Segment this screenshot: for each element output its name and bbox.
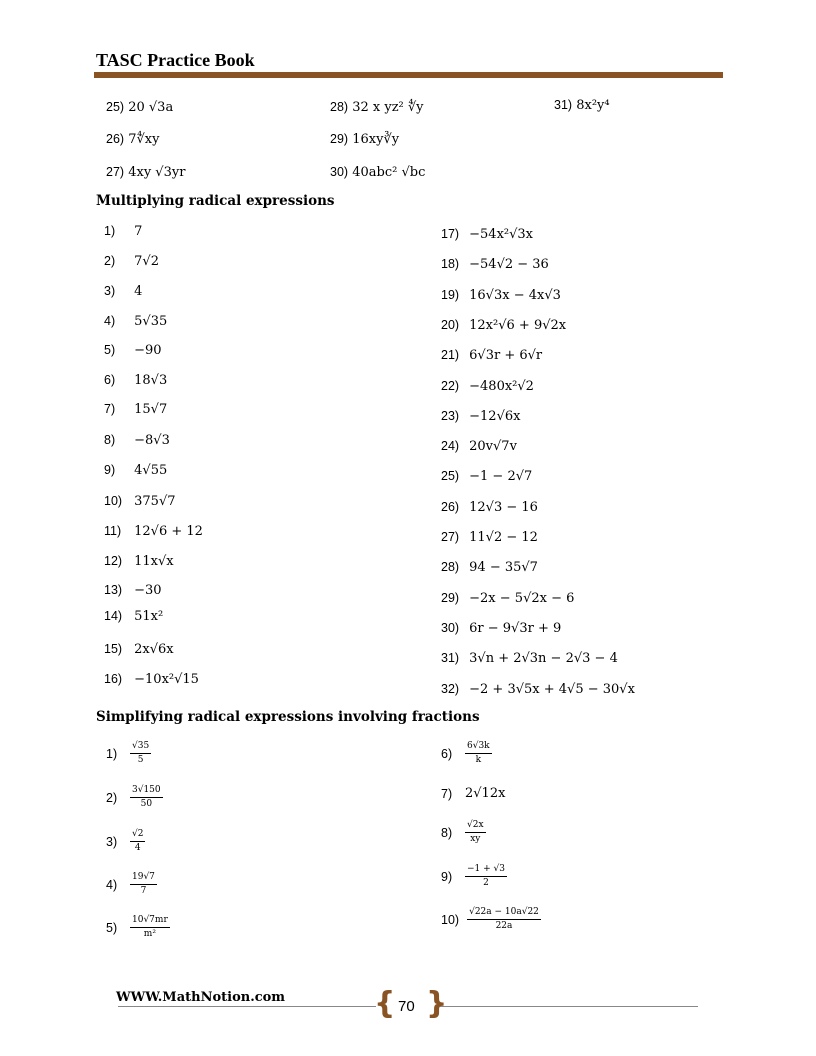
footer-website: WWW.MathNotion.com [116, 990, 286, 1005]
answer-number: 25) [441, 469, 460, 483]
answer-number: 14) [104, 609, 123, 623]
multiplying-answer-item [104, 252, 159, 271]
multiplying-answer-item [104, 222, 142, 241]
answer-number: 17) [441, 227, 460, 241]
answer-expression: 6r − 9√3r + 9 [469, 621, 562, 636]
answer-expression: 2x√6x [134, 642, 174, 657]
fraction-answer-item [106, 785, 163, 810]
answer-expression: −2x − 5√2x − 6 [469, 591, 575, 606]
fraction-denominator: 5 [137, 755, 144, 765]
answer-number: 29) [441, 591, 460, 605]
fraction-numerator: −1 + √3 [465, 864, 507, 877]
fraction-answer-item [441, 785, 505, 803]
fraction-answer-item [106, 829, 145, 854]
answer-expression: 12√6 + 12 [134, 524, 203, 539]
answer-number: 15) [104, 642, 123, 656]
multiplying-answer-item [441, 316, 566, 335]
answer-expression: 375√7 [134, 494, 176, 509]
multiplying-answer-item [441, 286, 561, 305]
fraction [130, 872, 157, 897]
multiplying-answer-item [441, 528, 538, 547]
answer-27: 27) 4xy √3yr [106, 165, 186, 180]
multiplying-answer-item [104, 400, 167, 419]
answer-expression: 4√55 [134, 463, 168, 478]
multiplying-answer-item [441, 680, 635, 699]
fraction-denominator: 7 [140, 886, 147, 896]
answer-number: 32) [441, 682, 460, 696]
answer-expression: 51x² [134, 609, 164, 624]
section-heading-fractions: Simplifying radical expressions involving fractions [96, 709, 480, 725]
multiplying-answer-item [441, 377, 534, 396]
answer-expression: 6√3r + 6√r [469, 348, 543, 363]
fraction [130, 915, 170, 940]
multiplying-answer-item [104, 640, 174, 659]
multiplying-answer-item [441, 437, 517, 456]
fraction-numerator: 10√7mr [130, 915, 170, 928]
multiplying-answer-item [441, 619, 561, 638]
fraction-answer-item [441, 864, 507, 889]
fraction-numerator: √2x [465, 820, 486, 833]
answer-expression: 12x²√6 + 9√2x [469, 318, 567, 333]
answer-number: 1) [104, 224, 116, 238]
answer-expression: 16√3x − 4x√3 [469, 288, 561, 303]
answer-expression: 4 [134, 284, 143, 299]
multiplying-answer-item [104, 522, 203, 541]
fraction-denominator: k [475, 755, 482, 765]
answer-number: 23) [441, 409, 460, 423]
multiplying-answer-item [441, 498, 538, 517]
fraction-denominator: 4 [134, 843, 141, 853]
answer-expression: 12√3 − 16 [469, 500, 538, 515]
answer-number: 9) [104, 463, 116, 477]
multiplying-answer-item [104, 461, 167, 480]
answer-number: 12) [104, 554, 123, 568]
multiplying-answer-item [104, 492, 176, 511]
answer-number: 4) [104, 314, 116, 328]
multiplying-answer-item [441, 255, 549, 274]
answer-number: 9) [441, 869, 453, 884]
answer-number: 31) [441, 651, 460, 665]
answer-expression: −30 [134, 583, 162, 598]
answer-expression: 2√12x [465, 786, 506, 801]
answer-expression: −54x²√3x [469, 227, 534, 242]
fraction [465, 820, 486, 845]
multiplying-answer-item [104, 552, 174, 571]
answer-number: 1) [106, 746, 118, 761]
answer-number: 24) [441, 439, 460, 453]
fraction-answer-item [441, 907, 541, 932]
multiplying-answer-item [104, 670, 199, 689]
footer-rule-left [118, 1006, 376, 1007]
multiplying-answer-item [441, 407, 520, 426]
answer-number: 5) [106, 920, 118, 935]
multiplying-answer-item [104, 607, 163, 626]
fraction-answer-item [441, 741, 492, 766]
answer-number: 10) [104, 494, 123, 508]
answer-expression: 7√2 [134, 254, 159, 269]
answer-expression: −54√2 − 36 [469, 257, 549, 272]
fraction-numerator: √2 [130, 829, 145, 842]
page-title: TASC Practice Book [96, 50, 255, 70]
answer-number: 22) [441, 379, 460, 393]
answer-expression: −12√6x [469, 409, 521, 424]
answer-expression: 5√35 [134, 314, 168, 329]
fraction-denominator: 50 [140, 799, 153, 809]
answer-number: 19) [441, 288, 460, 302]
answer-28: 28) 32 x yz² ∜y [330, 100, 424, 115]
answer-number: 21) [441, 348, 460, 362]
fraction-numerator: 3√150 [130, 785, 163, 798]
multiplying-answer-item [441, 225, 533, 244]
fraction-denominator: 22a [495, 921, 513, 931]
fraction-numerator: 19√7 [130, 872, 157, 885]
answer-number: 16) [104, 672, 123, 686]
fraction-answer-item [106, 915, 170, 940]
answer-expression: −480x²√2 [469, 379, 534, 394]
answer-expression: −10x²√15 [134, 672, 199, 687]
fraction-answer-item [106, 872, 157, 897]
answer-number: 20) [441, 318, 460, 332]
answer-30: 30) 40abc² √bc [330, 165, 426, 180]
answer-29: 29) 16xy∛y [330, 132, 400, 147]
fraction-denominator: 2 [483, 878, 489, 888]
fraction-numerator: √35 [130, 741, 151, 754]
answer-number: 6) [104, 373, 116, 387]
fraction [130, 741, 151, 766]
multiplying-answer-item [104, 371, 167, 390]
fraction-denominator: xy [470, 834, 481, 844]
answer-expression: 7 [134, 224, 143, 239]
multiplying-answer-item [104, 312, 167, 331]
answer-26: 26) 7∜xy [106, 132, 160, 147]
answer-number: 6) [441, 746, 453, 761]
answer-number: 7) [104, 402, 116, 416]
answer-number: 11) [104, 524, 122, 538]
page-number: 70 [398, 998, 415, 1015]
answer-number: 7) [441, 787, 453, 801]
answer-number: 18) [441, 257, 460, 271]
fraction-answer-item [106, 741, 151, 766]
answer-number: 4) [106, 877, 118, 892]
section-heading-multiplying: Multiplying radical expressions [96, 193, 335, 209]
fraction [465, 741, 492, 766]
answer-number: 3) [104, 284, 116, 298]
multiplying-answer-item [104, 581, 162, 600]
multiplying-answer-item [441, 649, 618, 668]
answer-number: 26) [441, 500, 460, 514]
answer-25: 25) 20 √3a [106, 100, 174, 115]
footer-rule-right [440, 1006, 698, 1007]
answer-number: 28) [441, 560, 460, 574]
answer-expression: 11x√x [134, 554, 174, 569]
title-underline [94, 72, 723, 78]
answer-number: 27) [441, 530, 460, 544]
answer-number: 10) [441, 912, 460, 927]
answer-number: 13) [104, 583, 123, 597]
multiplying-answer-item [441, 589, 574, 608]
answer-number: 8) [104, 433, 116, 447]
answer-expression: −1 − 2√7 [469, 469, 533, 484]
right-brace-ornament: } [426, 986, 448, 1021]
fraction [465, 864, 507, 889]
fraction [467, 907, 541, 932]
fraction-answer-item [441, 820, 486, 845]
answer-expression: 18√3 [134, 373, 168, 388]
answer-number: 2) [104, 254, 116, 268]
fraction-denominator: m² [143, 929, 156, 939]
answer-expression: −8√3 [134, 433, 170, 448]
fraction-numerator: √22a − 10a√22 [467, 907, 541, 920]
answer-expression: 11√2 − 12 [469, 530, 538, 545]
multiplying-answer-item [441, 558, 538, 577]
answer-expression: 20v√7v [469, 439, 517, 454]
answer-number: 5) [104, 343, 116, 357]
left-brace-ornament: { [374, 986, 396, 1021]
multiplying-answer-item [441, 346, 542, 365]
multiplying-answer-item [104, 431, 170, 450]
answer-31: 31) 8x²y⁴ [554, 98, 610, 113]
multiplying-answer-item [104, 341, 162, 360]
answer-number: 3) [106, 834, 118, 849]
fraction [130, 829, 145, 854]
answer-expression: 94 − 35√7 [469, 560, 538, 575]
answer-expression: 3√n + 2√3n − 2√3 − 4 [469, 651, 618, 666]
fraction-numerator: 6√3k [465, 741, 492, 754]
answer-number: 2) [106, 790, 118, 805]
answer-number: 8) [441, 825, 453, 840]
multiplying-answer-item [104, 282, 142, 301]
multiplying-answer-item [441, 467, 532, 486]
answer-number: 30) [441, 621, 460, 635]
answer-expression: −90 [134, 343, 162, 358]
answer-expression: 15√7 [134, 402, 168, 417]
answer-expression: −2 + 3√5x + 4√5 − 30√x [469, 682, 635, 697]
fraction [130, 785, 163, 810]
